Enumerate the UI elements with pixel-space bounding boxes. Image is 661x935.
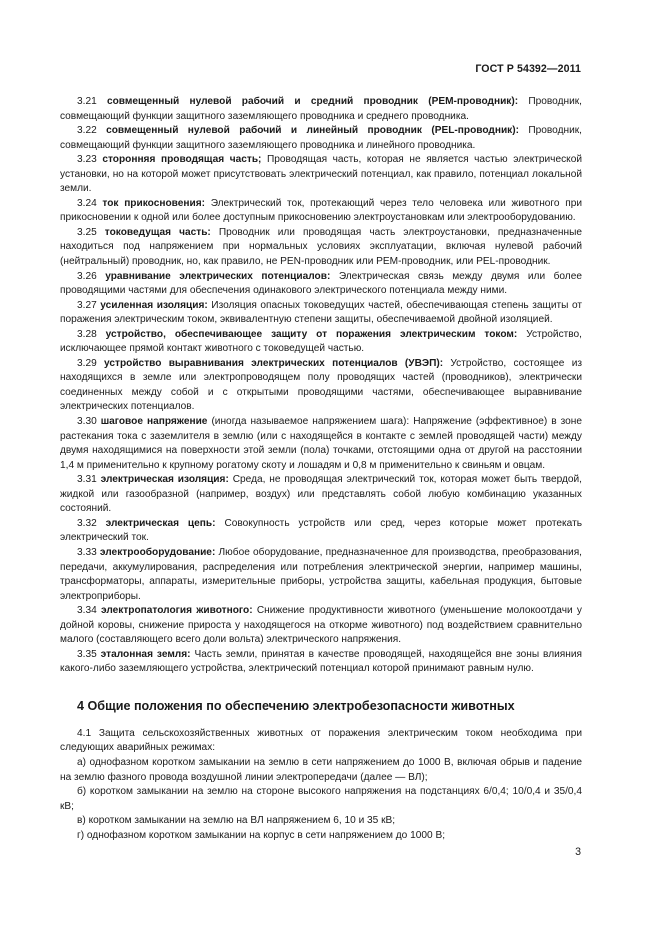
term: совмещенный нулевой рабочий и линейный проводник (PEL-проводник): — [106, 125, 519, 137]
term: эталонная земля: — [100, 648, 191, 660]
definition-text: Снижение продуктивности животного (уменьшение молокоотдачи у дойной коровы, снижение прироста у находящегося на откорме животного) под воздействием сравнительно малого (составляющего всего доли вольта) электрического напряжения. — [60, 605, 582, 646]
list-item: в) коротком замыкании на землю на ВЛ напряжением 6, 10 и 35 кВ; — [77, 815, 396, 827]
definition-3-27 — [60, 299, 582, 328]
term: усиленная изоляция: — [100, 299, 208, 311]
term: шаговое напряжение — [100, 416, 208, 428]
term: электрическая цепь: — [105, 517, 216, 529]
term: совмещенный нулевой рабочий и средний проводник (PEM-проводник): — [106, 96, 519, 107]
clause-number: 3.29 — [77, 357, 97, 369]
clause-number: 3.33 — [77, 546, 97, 558]
list-item: б) коротком замыкании на землю на стороне высокого напряжения на подстанциях 6/0,4; 10/0,4 и 35/0,4 кВ; — [60, 786, 582, 812]
definition-3-34 — [60, 604, 582, 648]
definition-3-35 — [60, 648, 582, 677]
term: электропатология животного: — [100, 605, 253, 617]
document-body — [60, 95, 582, 843]
term: устройство выравнивания электрических потенциалов (УВЭП): — [104, 357, 444, 369]
definition-3-29 — [60, 357, 582, 415]
list-item: а) однофазном коротком замыкании на землю в сети напряжением до 1000 В, включая обрыв и падение на землю фазного провода воздушной линии электропередачи (далее — ВЛ); — [60, 756, 582, 783]
definition-3-24 — [60, 197, 582, 226]
list-item: г) однофазном коротком замыкании на корпус в сети напряжением до 1000 В; — [77, 829, 446, 841]
definition-3-30 — [60, 415, 582, 473]
definition-text: Среда, не проводящая электрический ток, которая может быть твердой, жидкой или газообразной (например, воздух) или представлять собой любую комбинацию указанных состояний. — [60, 474, 582, 515]
term: токоведущая часть: — [104, 226, 211, 238]
definition-3-28 — [60, 328, 582, 357]
definition-text: Устройство, состоящее из находящихся в земле или электропроводящем полу проводящих частей (проводников), электрически соединенных между собой и с открытыми проводящими частями, обеспечивающее выравнивание электрических потенциалов. — [60, 357, 582, 413]
definition-text: Проводящая часть, которая не является частью электрической установки, но на которой может присутствовать электрический потенциал, как правило, потенциал локальной земли. — [60, 154, 582, 195]
definition-text: Проводник, совмещающий функции защитного заземляющего проводника и линейного проводника. — [60, 125, 582, 151]
clause-number: 3.21 — [77, 96, 97, 107]
clause-number: 3.30 — [77, 416, 97, 428]
clause-number: 3.31 — [77, 474, 97, 486]
term: сторонняя проводящая часть; — [102, 154, 262, 166]
term: электрооборудование: — [99, 546, 216, 558]
term: уравнивание электрических потенциалов: — [105, 270, 331, 282]
clause-number: 3.28 — [77, 328, 97, 340]
definition-text: Совокупность устройств или сред, через которые может протекать электрический ток. — [60, 517, 582, 544]
section-intro: 4.1 Защита сельскохозяйственных животных от поражения электрическим током необходима при следующих аварийных режимах: — [60, 727, 582, 754]
document-header: ГОСТ Р 54392—2011 — [475, 63, 581, 75]
definition-3-23 — [60, 153, 582, 197]
clause-number: 3.34 — [77, 605, 97, 617]
term: ток прикосновения: — [102, 197, 205, 209]
term: электрическая изоляция: — [100, 474, 229, 486]
definition-text: Проводник, совмещающий функции защитного заземляющего проводника и среднего проводника. — [60, 96, 582, 122]
definition-text: Проводник или проводящая часть электроустановки, предназначенные находиться под напряжением при нормальных условиях эксплуатации, включая нулевой рабочий (нейтральный) проводник, но, как правило, не PEN-проводник или PEM-проводник, или PEL-проводник. — [60, 226, 582, 268]
clause-number: 3.32 — [77, 517, 97, 529]
definition-3-26 — [60, 270, 582, 299]
definition-3-22 — [60, 124, 582, 153]
definition-3-31 — [60, 473, 582, 517]
clause-number: 3.25 — [77, 226, 97, 238]
clause-number: 3.24 — [77, 197, 97, 209]
definition-text: (иногда называемое напряжением шага): Напряжение (эффективное) в зоне растекания тока с заземлителя в землю (или с находящейся в контакте с землей проводящей части) между двумя находящимися на поверхности этой земли (пола) точками, отстоящими одна от другой на расстоянии 1,4 м применительно к крупному рогатому скоту и лошадям и 0,8 м применительно к свиньям и овцам. — [60, 416, 582, 471]
definition-text: Изоляция опасных токоведущих частей, обеспечивающая степень защиты от поражения электрическим током, эквивалентную степени защиты, обеспечиваемой двойной изоляцией. — [60, 299, 582, 326]
definition-3-21 — [60, 95, 582, 124]
definition-text: Часть земли, принятая в качестве проводящей, находящейся вне зоны влияния какого-либо заземляющего устройства, электрический потенциал которой принимают равным нулю. — [60, 648, 582, 675]
term: устройство, обеспечивающее защиту от поражения электрическим током: — [105, 328, 518, 340]
definition-text: Устройство, исключающее прямой контакт животного с токоведущей частью. — [60, 328, 582, 355]
definition-3-33 — [60, 546, 582, 604]
clause-number: 3.22 — [77, 125, 97, 137]
definition-text: Любое оборудование, предназначенное для производства, преобразования, передачи, аккумулирования, распределения или потребления электрической энергии, например машины, трансформаторы, аппараты, измерительные приборы, устройства защиты, кабельная продукция, бытовые электроприборы. — [60, 546, 582, 602]
clause-number: 3.35 — [77, 648, 97, 660]
clause-number: 3.26 — [77, 270, 97, 282]
definition-text: Электрическая связь между двумя или более проводящими частями для обеспечения одинакового электрического потенциала между ними. — [60, 270, 582, 297]
clause-number: 3.23 — [77, 154, 97, 166]
definition-text: Электрический ток, протекающий через тело человека или животного при прикосновении к одной или более доступным прикосновению электроустановкам или электрооборудованию. — [60, 197, 582, 224]
section-title: 4 Общие положения по обеспечению электробезопасности животных — [77, 698, 515, 713]
definition-3-32 — [60, 517, 582, 546]
page-number: 3 — [575, 846, 581, 858]
clause-number: 3.27 — [77, 299, 97, 311]
definition-3-25 — [60, 226, 582, 270]
